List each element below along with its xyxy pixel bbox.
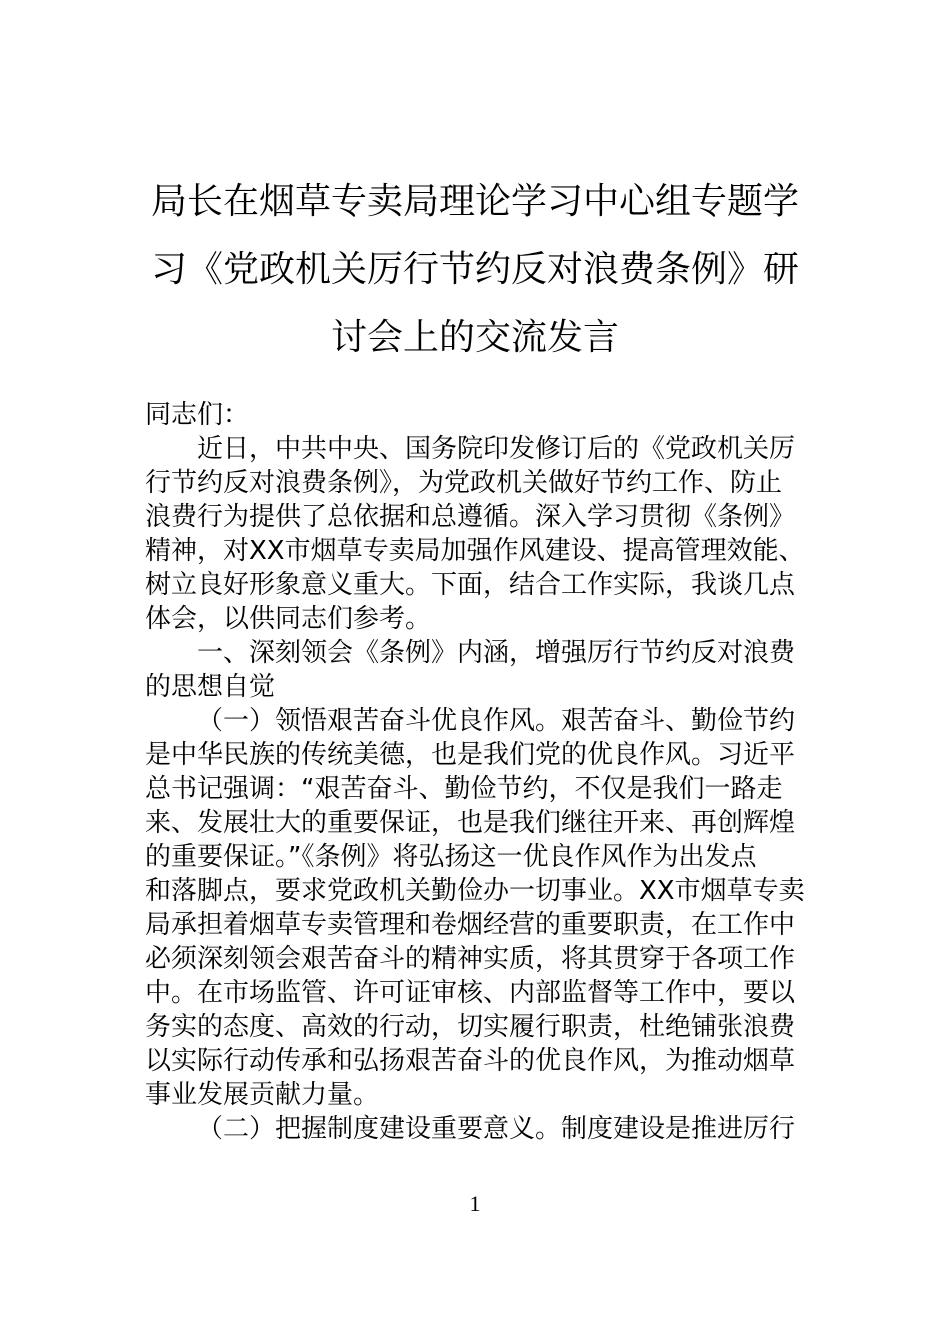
- body-line: 树立良好形象意义重大。下面，结合工作实际，我谈几点: [145, 570, 796, 600]
- body-line: 和落脚点，要求党政机关勤俭办一切事业。XX市烟草专卖: [145, 876, 805, 906]
- page-number: 1: [469, 1191, 481, 1216]
- body-line: 中。在市场监管、许可证审核、内部监督等工作中，要以: [145, 978, 796, 1008]
- salutation: 同志们：: [145, 400, 250, 430]
- body-line: 近日，中共中央、国务院印发修订后的《党政机关厉: [197, 434, 796, 464]
- title-line: 局长在烟草专卖局理论学习中心组专题学: [150, 181, 799, 222]
- body-line: 行节约反对浪费条例》，为党政机关做好节约工作、防止: [145, 468, 783, 498]
- body-line: 总书记强调：“艰苦奋斗、勤俭节约，不仅是我们一路走: [145, 774, 783, 804]
- body-line: 局承担着烟草专卖管理和卷烟经营的重要职责，在工作中: [145, 910, 796, 940]
- body-line: 以实际行动传承和弘扬艰苦奋斗的优良作风，为推动烟草: [145, 1046, 796, 1076]
- section-heading: 的思想自觉: [145, 672, 276, 702]
- body-line: （一）领悟艰苦奋斗优良作风。艰苦奋斗、勤俭节约: [197, 706, 796, 736]
- body-line: 的重要保证。”《条例》将弘扬这一优良作风作为出发点: [145, 842, 757, 872]
- body-line: 事业发展贡献力量。: [145, 1080, 380, 1110]
- document-body: [145, 398, 810, 1146]
- body-line: 务实的态度、高效的行动，切实履行职责，杜绝铺张浪费: [145, 1012, 796, 1042]
- body-line: 必须深刻领会艰苦奋斗的精神实质，将其贯穿于各项工作: [145, 944, 796, 974]
- body-line: 浪费行为提供了总依据和总遵循。深入学习贯彻《条例》: [145, 502, 796, 532]
- body-line: 精神，对XX市烟草专卖局加强作风建设、提高管理效能、: [145, 536, 805, 566]
- body-line: （二）把握制度建设重要意义。制度建设是推进厉行: [197, 1114, 796, 1144]
- body-line: 体会，以供同志们参考。: [145, 604, 432, 634]
- body-line: 来、发展壮大的重要保证，也是我们继往开来、再创辉煌: [145, 808, 796, 838]
- title-line: 习《党政机关厉行节约反对浪费条例》研: [150, 249, 799, 290]
- title-line: 讨会上的交流发言: [330, 317, 619, 358]
- document-title: [140, 168, 810, 372]
- section-heading: 一、深刻领会《条例》内涵，增强厉行节约反对浪费: [197, 638, 796, 668]
- body-line: 是中华民族的传统美德，也是我们党的优良作风。习近平: [145, 740, 796, 770]
